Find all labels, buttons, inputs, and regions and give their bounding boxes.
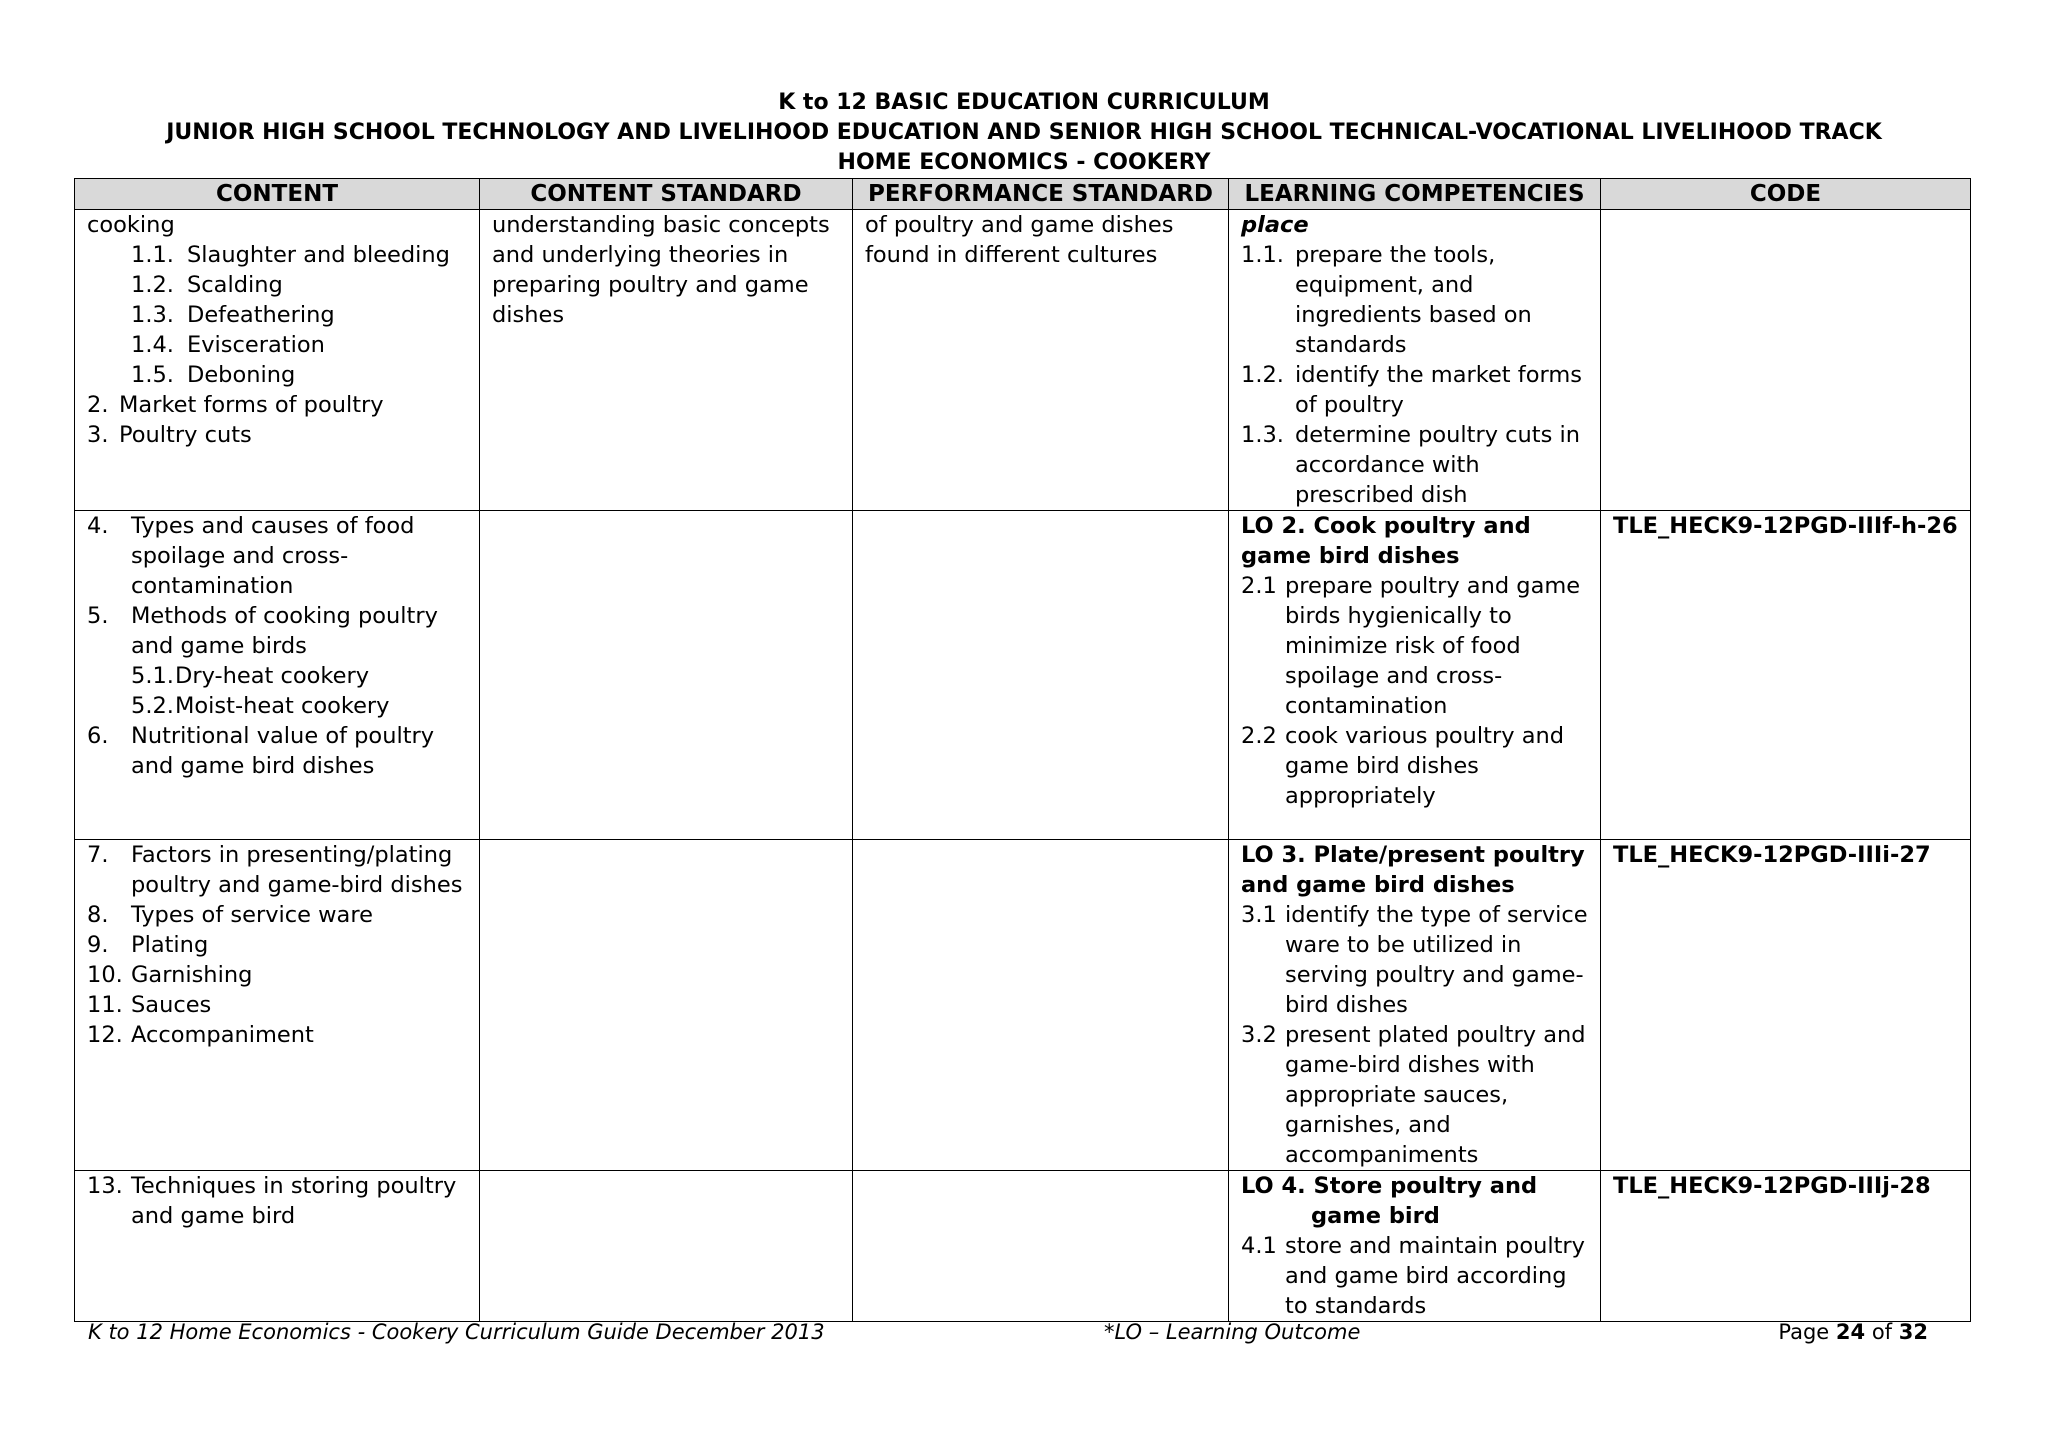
list-item: 2.1 prepare poultry and game birds hygienically to minimize risk of food spoilage and cross-contamination xyxy=(1241,573,1581,719)
column-header-content-standard: CONTENT STANDARD xyxy=(480,179,853,210)
table-row xyxy=(75,840,1971,1171)
list-item: 12. Accompaniment xyxy=(87,1022,314,1048)
content-standard-cell xyxy=(480,1171,853,1322)
performance-standard-cell: of poultry and game dishes found in different cultures xyxy=(853,210,1229,511)
performance-standard-cell xyxy=(853,840,1229,1171)
list-item: 3. Poultry cuts xyxy=(87,422,252,448)
table-header-row xyxy=(75,179,1971,210)
learning-outcome-title-cont: game bird xyxy=(1311,1203,1440,1229)
column-header-code: CODE xyxy=(1601,179,1971,210)
lc-lead: place xyxy=(1241,212,1309,238)
list-item: 1.3. Defeathering xyxy=(131,302,335,328)
list-item: 3.2 present plated poultry and game-bird dishes with appropriate sauces, garnishes, and accompaniments xyxy=(1241,1022,1586,1168)
column-header-learning-competencies: LEARNING COMPETENCIES xyxy=(1229,179,1601,210)
competency-list xyxy=(1241,240,1588,510)
list-item: 1.3. determine poultry cuts in accordance with prescribed dish xyxy=(1241,422,1581,508)
footer-guide-title: K to 12 Home Economics - Cookery Curriculum Guide December 2013 xyxy=(88,1320,825,1344)
list-item: 1.4. Evisceration xyxy=(131,332,325,358)
list-item: 6. Nutritional value of poultry and game bird dishes xyxy=(87,723,435,779)
list-item: 5.2. Moist-heat cookery xyxy=(131,693,390,719)
content-list xyxy=(87,511,467,781)
list-item: 13. Techniques in storing poultry and game bird xyxy=(87,1173,457,1229)
list-item: 9. Plating xyxy=(87,932,209,958)
content-standard-cell xyxy=(480,511,853,840)
list-item: 8. Types of service ware xyxy=(87,902,373,928)
document-header xyxy=(70,88,1978,178)
list-item: 2.2 cook various poultry and game bird dishes appropriately xyxy=(1241,723,1565,809)
learning-outcome-title: LO 2. Cook poultry and game bird dishes xyxy=(1241,513,1531,569)
subject-title: HOME ECONOMICS - COOKERY xyxy=(837,150,1211,175)
list-item: 1.2. identify the market forms of poultry xyxy=(1241,362,1582,418)
performance-standard-cell xyxy=(853,1171,1229,1322)
content-list xyxy=(87,840,467,1050)
content-cell xyxy=(75,210,480,511)
content-standard-cell xyxy=(480,840,853,1171)
content-cell xyxy=(75,840,480,1171)
list-item: 4.1 store and maintain poultry and game bird according to standards xyxy=(1241,1233,1585,1319)
code-cell xyxy=(1601,210,1971,511)
column-header-content: CONTENT xyxy=(75,179,480,210)
competency-list xyxy=(1241,1231,1588,1321)
learning-competencies-cell xyxy=(1229,511,1601,840)
list-item: 1.1. Slaughter and bleeding xyxy=(131,242,450,268)
list-item: 1.5. Deboning xyxy=(131,362,296,388)
competency-list xyxy=(1241,571,1588,811)
curriculum-table xyxy=(74,178,1971,1322)
list-item: 11. Sauces xyxy=(87,992,212,1018)
code-cell: TLE_HECK9-12PGD-IIIf-h-26 xyxy=(1601,511,1971,840)
list-item: 7. Factors in presenting/plating poultry and game-bird dishes xyxy=(87,842,463,898)
content-cell xyxy=(75,1171,480,1322)
code-cell: TLE_HECK9-12PGD-IIIj-28 xyxy=(1601,1171,1971,1322)
footer-lo-note: *LO – Learning Outcome xyxy=(1104,1320,1361,1344)
table-row xyxy=(75,511,1971,840)
track-title: JUNIOR HIGH SCHOOL TECHNOLOGY AND LIVELIHOOD EDUCATION AND SENIOR HIGH SCHOOL TECHNICAL-VOCATIONAL LIVELIHOOD TRACK xyxy=(166,120,1882,145)
column-header-performance-standard: PERFORMANCE STANDARD xyxy=(853,179,1229,210)
content-list xyxy=(87,210,467,450)
table-row xyxy=(75,210,1971,511)
learning-outcome-title: LO 4. Store poultry and xyxy=(1241,1173,1538,1199)
list-item: 3.1 identify the type of service ware to be utilized in serving poultry and game-bird dishes xyxy=(1241,902,1588,1018)
list-item: 1.1. prepare the tools, equipment, and ingredients based on standards xyxy=(1241,242,1532,358)
list-item: 10. Garnishing xyxy=(87,962,253,988)
competency-list xyxy=(1241,900,1588,1170)
list-item: 1.2. Scalding xyxy=(131,272,283,298)
page-footer xyxy=(88,1317,1928,1347)
list-item: 2. Market forms of poultry xyxy=(87,392,384,418)
list-item: 5.1. Dry-heat cookery xyxy=(131,663,370,689)
content-cell xyxy=(75,511,480,840)
learning-outcome-title: LO 3. Plate/present poultry and game bird dishes xyxy=(1241,842,1585,898)
code-cell: TLE_HECK9-12PGD-IIIi-27 xyxy=(1601,840,1971,1171)
performance-standard-cell xyxy=(853,511,1229,840)
page-number: Page 24 of 32 xyxy=(1778,1320,1928,1344)
list-item: 4. Types and causes of food spoilage and cross-contamination xyxy=(87,513,415,599)
list-item: 5. Methods of cooking poultry and game birds xyxy=(87,603,438,659)
curriculum-title: K to 12 BASIC EDUCATION CURRICULUM xyxy=(778,90,1270,115)
content-lead: cooking xyxy=(87,212,175,238)
learning-competencies-cell xyxy=(1229,210,1601,511)
learning-competencies-cell xyxy=(1229,1171,1601,1322)
table-row xyxy=(75,1171,1971,1322)
content-list xyxy=(87,1171,467,1231)
learning-competencies-cell xyxy=(1229,840,1601,1171)
content-standard-cell: understanding basic concepts and underlying theories in preparing poultry and game dishes xyxy=(480,210,853,511)
